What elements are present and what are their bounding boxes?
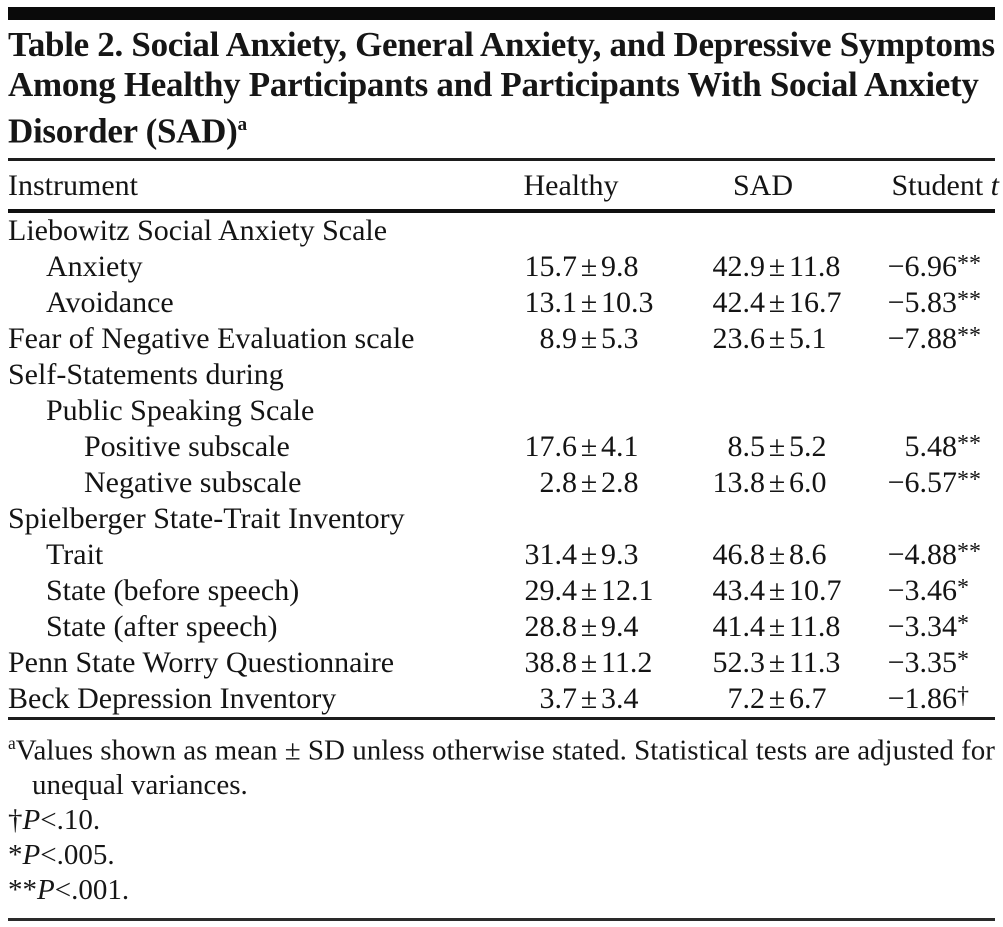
- plus-minus-sign: ±: [768, 429, 786, 463]
- footnote-a-text: Values shown as mean ± SD unless otherwise stated. Statistical tests are adjusted for unequal variances.: [15, 734, 995, 802]
- sad-value-cell: [669, 501, 857, 537]
- healthy-value-cell: [473, 393, 669, 429]
- plus-minus-sign: ±: [768, 285, 786, 319]
- significance-marker: **: [957, 430, 981, 457]
- healthy-sd: 11.2: [601, 645, 653, 679]
- plus-minus-sign: [765, 501, 789, 537]
- healthy-mean: 15.7: [524, 249, 577, 283]
- sad-mean: 13.8: [712, 465, 765, 499]
- healthy-mean: 31.4: [524, 537, 577, 571]
- healthy-sd: 5.3: [601, 321, 639, 355]
- sad-sd: [789, 357, 857, 393]
- plus-minus-sign: ±: [768, 609, 786, 643]
- sad-mean: 23.6: [712, 321, 765, 355]
- plus-minus-sign: [765, 213, 789, 249]
- plus-minus-sign: ±: [768, 681, 786, 715]
- student-t-cell: [857, 645, 999, 681]
- sad-value-cell: [669, 681, 857, 717]
- t-value: −4.88: [887, 537, 957, 571]
- table-title: [8, 25, 995, 152]
- healthy-mean: 29.4: [524, 573, 577, 607]
- plus-minus-sign: ±: [580, 573, 598, 607]
- sad-mean: 42.4: [712, 285, 765, 319]
- significance-marker: *: [957, 646, 969, 673]
- footnote-a: [8, 726, 995, 804]
- sad-value-cell: [669, 321, 857, 357]
- healthy-mean: [473, 393, 577, 429]
- sad-value-cell: [669, 429, 857, 465]
- healthy-sd: [601, 357, 669, 393]
- healthy-sd: [601, 501, 669, 537]
- sad-mean: 7.2: [727, 681, 765, 715]
- healthy-sd: 9.3: [601, 537, 639, 571]
- instrument-cell: Anxiety: [46, 249, 143, 283]
- sad-sd: 11.3: [789, 645, 841, 679]
- title-footnote-marker: a: [237, 114, 247, 135]
- healthy-mean: 28.8: [524, 609, 577, 643]
- sad-value-cell: [669, 213, 857, 249]
- significance-marker: **: [957, 286, 981, 313]
- plus-minus-sign: [577, 393, 601, 429]
- sad-value-cell: [669, 357, 857, 393]
- sad-mean: [669, 393, 765, 429]
- healthy-value-cell: [473, 285, 669, 321]
- healthy-value-cell: [473, 357, 669, 393]
- footnote-double-asterisk: [8, 873, 995, 908]
- instrument-cell: State (after speech): [46, 609, 278, 643]
- student-t-cell: [857, 357, 999, 393]
- healthy-value-cell: [473, 609, 669, 645]
- plus-minus-sign: [765, 357, 789, 393]
- instrument-cell: Liebowitz Social Anxiety Scale: [8, 213, 388, 247]
- sad-mean: [669, 213, 765, 249]
- instrument-cell: Trait: [46, 537, 104, 571]
- sad-mean: 42.9: [712, 249, 765, 283]
- plus-minus-sign: ±: [580, 429, 598, 463]
- sad-value-cell: [669, 645, 857, 681]
- instrument-cell: Public Speaking Scale: [46, 393, 315, 427]
- student-t-prefix: Student: [891, 168, 984, 202]
- healthy-value-cell: [473, 501, 669, 537]
- healthy-value-cell: [473, 537, 669, 573]
- sad-sd: 11.8: [789, 609, 841, 643]
- footnote-single-asterisk: [8, 838, 995, 873]
- healthy-mean: 3.7: [539, 681, 577, 715]
- sad-value-cell: [669, 249, 857, 285]
- sad-value-cell: [669, 285, 857, 321]
- student-t-cell: [857, 501, 999, 537]
- plus-minus-sign: ±: [768, 249, 786, 283]
- sad-sd: [789, 501, 857, 537]
- sad-value-cell: [669, 393, 857, 429]
- healthy-mean: [473, 213, 577, 249]
- sad-value-cell: [669, 537, 857, 573]
- significance-marker: *: [957, 574, 969, 601]
- sad-mean: 46.8: [712, 537, 765, 571]
- t-value: −3.34: [887, 609, 957, 643]
- footnote-double-asterisk-marker: **: [8, 874, 37, 907]
- healthy-sd: [601, 213, 669, 249]
- footnote-double-asterisk-condition: <.001.: [54, 874, 130, 907]
- sad-sd: 5.2: [789, 429, 827, 463]
- table-row: [8, 681, 995, 717]
- student-t-symbol: t: [990, 168, 999, 202]
- instrument-cell: Positive subscale: [84, 429, 290, 463]
- table-row: [8, 573, 995, 609]
- instrument-cell: Beck Depression Inventory: [8, 681, 337, 715]
- instrument-cell: Penn State Worry Questionnaire: [8, 645, 395, 679]
- table-row: [8, 645, 995, 681]
- plus-minus-sign: ±: [580, 537, 598, 571]
- table-title-text: Table 2. Social Anxiety, General Anxiety, and Depressive Symptoms Among Healthy Participants and Participants With Social Anxiety Disorder (SAD): [8, 25, 995, 151]
- student-t-cell: [857, 465, 999, 501]
- healthy-value-cell: [473, 573, 669, 609]
- column-header-instrument: Instrument: [8, 168, 138, 202]
- column-header-student-t: [857, 169, 999, 203]
- student-t-cell: [857, 609, 999, 645]
- sad-value-cell: [669, 609, 857, 645]
- t-value: −3.35: [887, 645, 957, 679]
- table-row: [8, 429, 995, 465]
- significance-marker: *: [957, 610, 969, 637]
- healthy-sd: 3.4: [601, 681, 639, 715]
- page-bottom-divider: [8, 918, 995, 921]
- student-t-cell: [857, 537, 999, 573]
- instrument-cell: Negative subscale: [84, 465, 302, 499]
- sad-mean: [669, 357, 765, 393]
- t-value: −3.46: [887, 573, 957, 607]
- student-t-cell: [857, 393, 999, 429]
- significance-marker: **: [957, 250, 981, 277]
- plus-minus-sign: ±: [580, 609, 598, 643]
- t-value: −1.86: [887, 681, 957, 715]
- healthy-sd: [601, 393, 669, 429]
- t-value: −6.96: [887, 249, 957, 283]
- student-t-cell: [857, 213, 999, 249]
- column-header-sad: SAD: [732, 168, 793, 202]
- plus-minus-sign: [577, 501, 601, 537]
- t-value: −7.88: [887, 321, 957, 355]
- healthy-value-cell: [473, 429, 669, 465]
- significance-marker: **: [957, 322, 981, 349]
- footnotes-block: [8, 726, 995, 909]
- healthy-value-cell: [473, 321, 669, 357]
- instrument-cell: Fear of Negative Evaluation scale: [8, 321, 415, 355]
- healthy-value-cell: [473, 249, 669, 285]
- table-row: [8, 321, 995, 357]
- student-t-cell: [857, 321, 999, 357]
- student-t-cell: [857, 429, 999, 465]
- healthy-mean: 13.1: [524, 285, 577, 319]
- healthy-mean: 38.8: [524, 645, 577, 679]
- plus-minus-sign: [577, 357, 601, 393]
- healthy-sd: 9.8: [601, 249, 639, 283]
- sad-sd: 5.1: [789, 321, 827, 355]
- t-value: 5.48: [904, 429, 957, 463]
- sad-sd: 6.0: [789, 465, 827, 499]
- significance-marker: **: [957, 538, 981, 565]
- plus-minus-sign: ±: [768, 537, 786, 571]
- top-rule-thick: [8, 7, 995, 20]
- healthy-mean: 2.8: [539, 465, 577, 499]
- sad-sd: 10.7: [789, 573, 842, 607]
- table-row: [8, 285, 995, 321]
- table-row: [8, 213, 995, 249]
- healthy-value-cell: [473, 465, 669, 501]
- sad-sd: [789, 213, 857, 249]
- sad-value-cell: [669, 465, 857, 501]
- plus-minus-sign: [765, 393, 789, 429]
- healthy-mean: [473, 357, 577, 393]
- table-row: [8, 249, 995, 285]
- t-value: −5.83: [887, 285, 957, 319]
- significance-marker: †: [957, 682, 969, 709]
- healthy-mean: 8.9: [539, 321, 577, 355]
- instrument-cell: Spielberger State-Trait Inventory: [8, 501, 405, 535]
- healthy-value-cell: [473, 645, 669, 681]
- student-t-cell: [857, 285, 999, 321]
- healthy-value-cell: [473, 213, 669, 249]
- plus-minus-sign: ±: [768, 465, 786, 499]
- healthy-sd: 2.8: [601, 465, 639, 499]
- footnote-single-asterisk-p: P: [22, 839, 41, 872]
- footnote-dagger-p: P: [22, 804, 41, 837]
- t-value: −6.57: [887, 465, 957, 499]
- sad-mean: [669, 501, 765, 537]
- table-body: [8, 213, 995, 717]
- healthy-value-cell: [473, 681, 669, 717]
- student-t-cell: [857, 681, 999, 717]
- instrument-cell: State (before speech): [46, 573, 300, 607]
- healthy-sd: 9.4: [601, 609, 639, 643]
- healthy-sd: 10.3: [601, 285, 654, 319]
- column-header-healthy: Healthy: [523, 168, 619, 202]
- student-t-cell: [857, 573, 999, 609]
- plus-minus-sign: ±: [580, 465, 598, 499]
- student-t-cell: [857, 249, 999, 285]
- table-row: [8, 465, 995, 501]
- healthy-mean: 17.6: [524, 429, 577, 463]
- sad-mean: 43.4: [712, 573, 765, 607]
- plus-minus-sign: ±: [768, 645, 786, 679]
- plus-minus-sign: ±: [580, 285, 598, 319]
- footnote-dagger: [8, 803, 995, 838]
- healthy-sd: 12.1: [601, 573, 654, 607]
- healthy-sd: 4.1: [601, 429, 639, 463]
- plus-minus-sign: ±: [580, 249, 598, 283]
- sad-sd: 16.7: [789, 285, 842, 319]
- footnote-dagger-condition: <.10.: [40, 804, 101, 837]
- sad-value-cell: [669, 573, 857, 609]
- healthy-mean: [473, 501, 577, 537]
- sad-sd: 6.7: [789, 681, 827, 715]
- plus-minus-sign: [577, 213, 601, 249]
- table-row: [8, 537, 995, 573]
- table-row: [8, 501, 995, 537]
- sad-mean: 52.3: [712, 645, 765, 679]
- table-row: [8, 357, 995, 393]
- footnote-a-marker: a: [8, 732, 16, 753]
- plus-minus-sign: ±: [768, 321, 786, 355]
- table-row: [8, 609, 995, 645]
- instrument-cell: Self-Statements during: [8, 357, 284, 391]
- body-bottom-divider: [8, 717, 995, 720]
- sad-sd: [789, 393, 857, 429]
- significance-marker: **: [957, 466, 981, 493]
- sad-mean: 8.5: [727, 429, 765, 463]
- instrument-cell: Avoidance: [46, 285, 174, 319]
- table-row: [8, 393, 995, 429]
- footnote-dagger-marker: †: [8, 804, 23, 837]
- sad-sd: 11.8: [789, 249, 841, 283]
- plus-minus-sign: ±: [580, 321, 598, 355]
- plus-minus-sign: ±: [768, 573, 786, 607]
- plus-minus-sign: ±: [580, 645, 598, 679]
- footnote-single-asterisk-marker: *: [8, 839, 23, 872]
- footnote-double-asterisk-p: P: [37, 874, 55, 907]
- table-header-row: [8, 161, 999, 209]
- sad-sd: 8.6: [789, 537, 827, 571]
- plus-minus-sign: ±: [580, 681, 598, 715]
- sad-mean: 41.4: [712, 609, 765, 643]
- footnote-single-asterisk-condition: <.005.: [40, 839, 115, 872]
